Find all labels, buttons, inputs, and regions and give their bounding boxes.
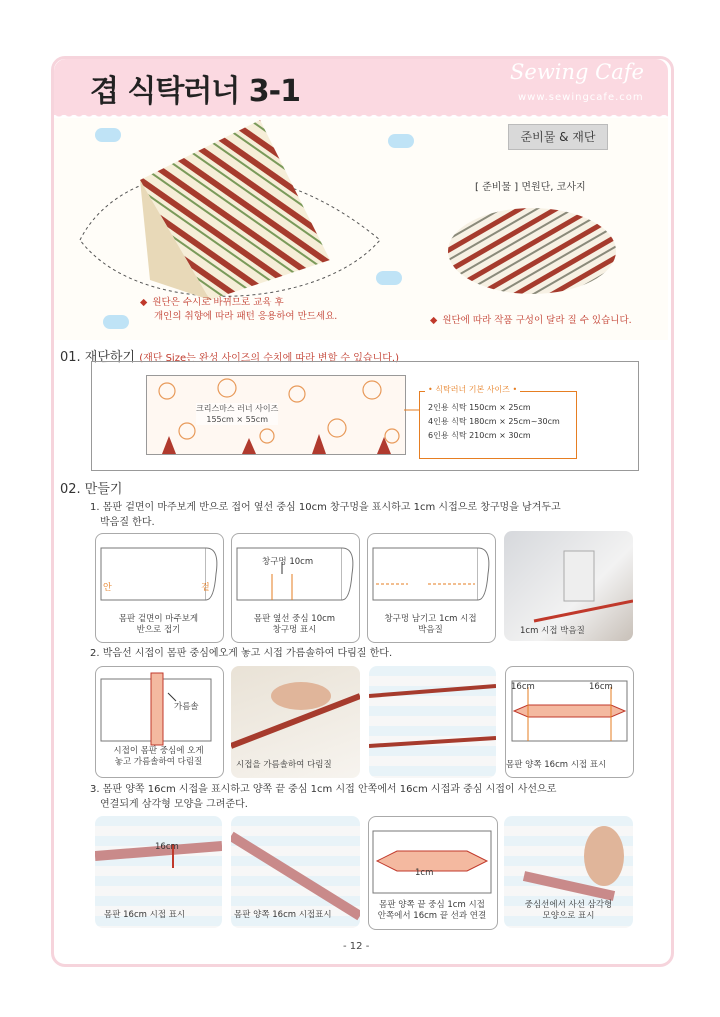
inside-label: 안: [103, 583, 112, 593]
step2-caption-1: 시접이 몸판 중심에 오게 놓고 가름솔하여 다림질: [113, 746, 204, 767]
cutting-heading: 01. 재단하기 (재단 Size는 완성 사이즈의 수치에 따라 변할 수 있습니다.): [60, 350, 399, 365]
step3-caption-4: 중심선에서 사선 삼각형 모양으로 표시: [524, 900, 613, 921]
pressed-fabric-photo: [369, 666, 496, 778]
size-row: 6인용 식탁 210cm × 30cm: [428, 431, 531, 440]
size-connector: [404, 395, 420, 425]
materials-text: [ 준비물 ] 면원단, 코사지: [475, 182, 586, 193]
step-1-text: 1. 몸판 겉면이 마주보게 반으로 접어 옆선 중심 10cm 창구멍을 표시하고 1cm 시접으로 창구멍을 남겨두고 박음질 한다.: [90, 502, 561, 528]
sewing-machine-photo: [504, 531, 633, 641]
step3-caption-2: 몸판 양쪽 16cm 시접표시: [234, 910, 332, 920]
photo-16cm-label: 16cm: [155, 842, 179, 852]
note-right: ◆ 원단에 따라 작품 구성이 달라 질 수 있습니다.: [430, 315, 632, 326]
size-row: 2인용 식탁 150cm × 25cm: [428, 403, 531, 412]
brand-logo: Sewing Cafe: [510, 60, 644, 84]
outside-label: 겉: [201, 583, 210, 593]
making-heading: 02. 만들기: [60, 482, 123, 497]
brand-url: www.sewingcafe.com: [518, 92, 644, 103]
runner-sizes-title: • 식탁러너 기본 사이즈 •: [425, 384, 520, 395]
step2-caption-2: 시접을 가름솔하여 다림질: [236, 760, 332, 770]
step2-caption-4: 몸판 양쪽 16cm 시접 표시: [506, 760, 607, 770]
right-16cm-label: 16cm: [589, 682, 613, 692]
page-number: - 12 -: [343, 941, 370, 952]
step3-caption-1: 몸판 16cm 시접 표시: [104, 910, 186, 920]
step1-caption-2: 몸판 옆선 중심 10cm 창구멍 표시: [253, 614, 336, 635]
step1-caption-3: 창구멍 남기고 1cm 시접 박음질: [384, 614, 477, 635]
fabric-size-label: 크리스마스 러너 사이즈 155cm × 55cm: [196, 404, 279, 424]
step3-caption-3: 몸판 양쪽 끝 중심 1cm 시접 안쪽에서 16cm 끝 선과 연결: [377, 900, 487, 921]
materials-badge: 준비물 & 재단: [508, 124, 608, 150]
step1-caption-1: 몸판 겉면이 마주보게 반으로 접기: [118, 614, 199, 635]
fabric-swatch: [448, 206, 616, 296]
page-title: 겹 식탁러너 3-1: [90, 74, 300, 109]
size-row: 4인용 식탁 180cm × 25cm~30cm: [428, 417, 560, 426]
left-16cm-label: 16cm: [511, 682, 535, 692]
step-3-text: 3. 몸판 양쪽 16cm 시접을 표시하고 양쪽 끝 중심 1cm 시접 안쪽에서 16cm 시접과 중심 시접이 사선으로 연결되게 삼각형 모양을 그려준다.: [90, 784, 557, 810]
step1-caption-4: 1cm 시접 박음질: [520, 626, 585, 636]
diamond-icon: ◆: [140, 297, 148, 308]
step-2-text: 2. 박음선 시접이 몸판 중심에오게 놓고 시접 가름솔하여 다림질 한다.: [90, 648, 393, 659]
split-seam-label: 가름솔: [174, 702, 199, 712]
opening-label: 창구멍 10cm: [262, 557, 314, 567]
diamond-icon: ◆: [430, 315, 438, 326]
one-cm-label: 1cm: [415, 868, 434, 878]
runner-illustration: [60, 120, 400, 320]
note-left: ◆ 원단은 수시로 바뀌므로 교육 후 개인의 취향에 따라 패턴 응용하여 만드세요.: [140, 297, 338, 322]
